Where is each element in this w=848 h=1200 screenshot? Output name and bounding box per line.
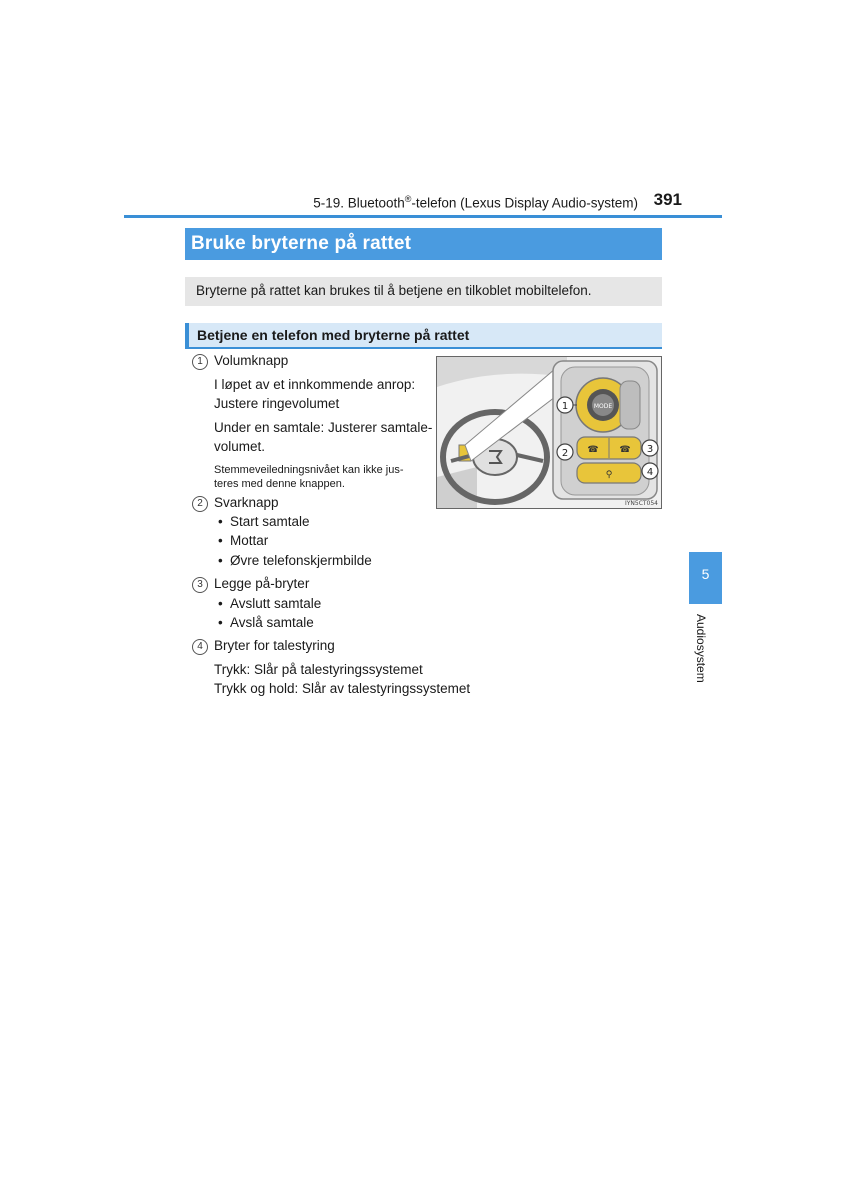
page-header	[120, 190, 720, 214]
header-section-title: 5-19. Bluetooth®-telefon (Lexus Display Audio-system)	[313, 194, 638, 211]
item-label-4: Bryter for talestyring	[214, 638, 335, 653]
callout-3	[642, 440, 658, 456]
svg-text:1: 1	[561, 401, 569, 412]
subheading-rule	[185, 347, 662, 349]
bullet-item: • Øvre telefonskjermbilde	[230, 553, 372, 568]
answer-icon: ☎	[587, 445, 599, 455]
bullet-item: • Avslutt samtale	[230, 596, 321, 611]
section-title-bar	[185, 228, 662, 260]
chapter-label: Audiosystem	[694, 614, 708, 683]
steering-switch-figure	[436, 356, 662, 509]
item-number-4: 4	[192, 639, 208, 655]
intro-text: Bryterne på rattet kan brukes til å betjene en tilkoblet mobiltelefon.	[196, 283, 592, 298]
item-number-2: 2	[192, 496, 208, 512]
steering-wheel-illustration	[437, 357, 661, 508]
svg-text:4: 4	[646, 467, 654, 478]
bullet-item: • Mottar	[230, 533, 268, 548]
intro-box	[185, 277, 662, 306]
bullet-item: • Avslå samtale	[230, 615, 314, 630]
item-label-2: Svarknapp	[214, 495, 279, 510]
note-line: teres med denne knappen.	[214, 478, 345, 490]
item-label-3: Legge på-bryter	[214, 576, 310, 591]
section-title: Bruke bryterne på rattet	[191, 233, 412, 254]
item-1-line: I løpet av et innkommende anrop:	[214, 377, 416, 392]
mode-label: MODE	[593, 403, 613, 410]
hangup-icon: ☎	[619, 445, 631, 455]
svg-text:2: 2	[561, 448, 569, 459]
item-1-line: Under en samtale: Justerer samtale-	[214, 420, 433, 435]
item-number-1: 1	[192, 354, 208, 370]
voice-icon: ⚲	[605, 470, 613, 480]
chapter-tab	[689, 552, 722, 604]
item-1-note	[214, 463, 426, 491]
volume-switch	[576, 378, 640, 432]
note-line: Stemmeveiledningsnivået kan ikke jus-	[214, 464, 404, 476]
item-1-line: Justere ringevolumet	[214, 396, 340, 411]
item-4-line: Trykk og hold: Slår av talestyringssystemet	[214, 681, 471, 696]
subheading-bar	[185, 323, 662, 348]
item-number-3: 3	[192, 577, 208, 593]
item-label-1: Volumknapp	[214, 353, 289, 368]
svg-text:3: 3	[646, 444, 654, 455]
bullet-item: • Start samtale	[230, 514, 310, 529]
item-1-line: volumet.	[214, 439, 266, 454]
page-number: 391	[653, 190, 682, 209]
chapter-label-container	[694, 612, 708, 692]
subheading: Betjene en telefon med bryterne på rattet	[197, 327, 470, 343]
chapter-number: 5	[701, 566, 710, 582]
header-rule	[124, 215, 722, 218]
figure-code: IYN5CT054	[624, 500, 658, 507]
callout-4	[642, 463, 658, 479]
item-4-line: Trykk: Slår på talestyringssystemet	[214, 662, 423, 677]
callout-2	[557, 444, 573, 460]
